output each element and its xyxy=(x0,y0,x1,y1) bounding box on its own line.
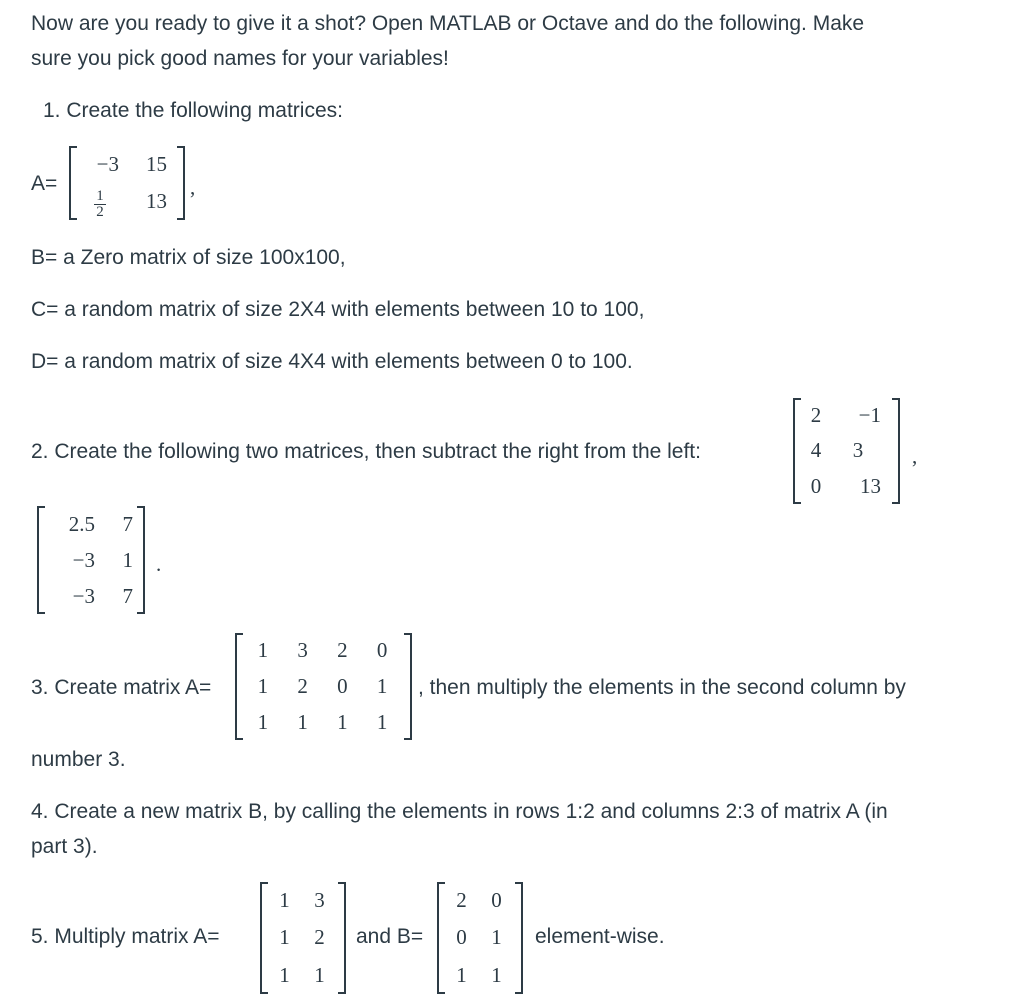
matrix-a-comma: , xyxy=(190,175,196,199)
step2-left-matrix xyxy=(37,506,145,614)
step3-suffix: , then multiply the elements in the second column by xyxy=(418,676,906,699)
step4-line-2: part 3). xyxy=(31,835,98,858)
intro-line-1: Now are you ready to give it a shot? Open MATLAB or Octave and do the following. Make xyxy=(31,12,865,35)
step2-text: 2. Create the following two matrices, then subtract the right from the left: xyxy=(31,440,701,463)
matrix-cell: 3 xyxy=(314,888,325,913)
matrix-cell: 0 xyxy=(810,473,822,498)
matrix-cell: 2 xyxy=(297,673,308,698)
matrix-a-fraction xyxy=(81,183,119,220)
matrix-cell: 1 xyxy=(297,709,308,734)
matrix-cell: 0 xyxy=(376,638,388,663)
matrix-cell: 7 xyxy=(122,583,133,608)
matrix-cell: 1 xyxy=(376,709,388,734)
matrix-cell: 1 xyxy=(279,925,290,950)
matrix-cell: 0 xyxy=(456,925,467,950)
matrix-cell: 1 xyxy=(456,962,467,987)
matrix-a-2x2 xyxy=(69,146,185,220)
intro-line-2: sure you pick good names for your variables! xyxy=(31,47,449,70)
matrix-cell: 1 xyxy=(257,673,269,698)
matrix-cell: 2 xyxy=(810,403,822,428)
matrix-cell: 3 xyxy=(852,438,864,463)
step5-prefix: 5. Multiply matrix A= xyxy=(31,925,220,948)
step2-right-matrix xyxy=(793,398,900,504)
matrix-cell: 13 xyxy=(860,473,881,498)
matrix-cell: 1 xyxy=(257,638,269,663)
matrix-cell: 2 xyxy=(337,638,348,663)
matrix-cell: 1 xyxy=(279,962,290,987)
matrix-cell: 1 xyxy=(376,673,388,698)
matrix-cell: −3 xyxy=(72,583,95,608)
matrix-d-description: D= a random matrix of size 4X4 with elements between 0 to 100. xyxy=(31,350,633,373)
step2-right-comma: , xyxy=(912,444,918,468)
step5-matrix-a xyxy=(260,882,346,994)
matrix-a-cell: 13 xyxy=(146,189,167,213)
step2-left-period: . xyxy=(156,552,162,576)
step4-line-1: 4. Create a new matrix B, by calling the elements in rows 1:2 and columns 2:3 of matrix A (in xyxy=(31,800,888,823)
matrix-b-description: B= a Zero matrix of size 100x100, xyxy=(31,246,346,269)
matrix-cell: 4 xyxy=(810,438,822,463)
matrix-cell: −1 xyxy=(858,403,881,428)
matrix-a-label: A= xyxy=(31,172,58,195)
matrix-cell: 7 xyxy=(122,511,133,536)
matrix-cell: 1 xyxy=(257,709,269,734)
matrix-cell: 3 xyxy=(297,638,308,663)
fraction-denominator: 2 xyxy=(96,204,104,220)
step5-mid: and B= xyxy=(356,925,424,948)
matrix-cell: 1 xyxy=(279,888,290,913)
step3-line-2: number 3. xyxy=(31,748,126,771)
matrix-a-cell: 15 xyxy=(146,152,167,176)
matrix-cell: 2 xyxy=(314,925,325,950)
matrix-cell: 2 xyxy=(456,888,467,913)
matrix-cell: 0 xyxy=(337,673,348,698)
matrix-a-cell: −3 xyxy=(96,152,119,176)
step5-matrix-b xyxy=(437,882,523,994)
matrix-cell: 0 xyxy=(491,888,502,913)
matrix-cell: 2.5 xyxy=(68,511,95,536)
matrix-cell: 1 xyxy=(314,962,325,987)
step3-matrix-a xyxy=(235,633,412,740)
matrix-cell: 1 xyxy=(122,547,133,572)
matrix-c-description: C= a random matrix of size 2X4 with elements between 10 to 100, xyxy=(31,298,645,321)
matrix-cell: 1 xyxy=(491,925,502,950)
matrix-cell: −3 xyxy=(72,547,95,572)
fraction-numerator: 1 xyxy=(96,188,104,204)
step1-heading: 1. Create the following matrices: xyxy=(43,99,343,122)
matrix-cell: 1 xyxy=(337,709,348,734)
step5-suffix: element-wise. xyxy=(535,925,665,948)
step3-prefix: 3. Create matrix A= xyxy=(31,676,212,699)
matrix-cell: 1 xyxy=(491,962,502,987)
